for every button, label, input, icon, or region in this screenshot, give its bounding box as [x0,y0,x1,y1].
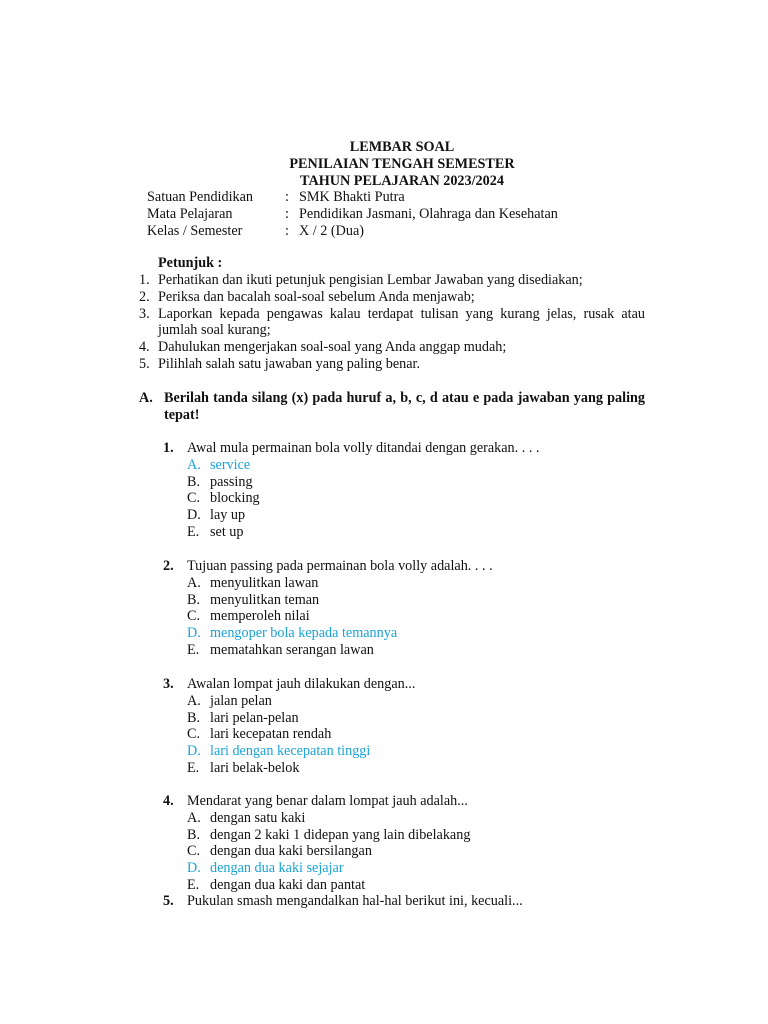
question-3 [163,676,663,777]
answer-option: D. dengan dua kaki sejajar [187,860,344,877]
question-5 [163,893,663,910]
list-item: 3. Laporkan kepada pengawas kalau terdapat tulisan yang kurang jelas, rusak atau jumlah soal kurang; [139,305,645,339]
question-stem: 1. Awal mula permainan bola volly ditandai dengan gerakan. . . . [163,440,540,456]
instructions-title: Petunjuk : [158,255,223,271]
info-row-subject: Mata Pelajaran : Pendidikan Jasmani, Olahraga dan Kesehatan [147,206,558,222]
header-title: LEMBAR SOAL [349,139,455,155]
answer-option: A. jalan pelan [187,692,272,709]
list-item: 2. Periksa dan bacalah soal-soal sebelum Anda menjawab; [139,288,475,305]
list-item: 1. Perhatikan dan ikuti petunjuk pengisian Lembar Jawaban yang disediakan; [139,272,583,288]
info-row-class: Kelas / Semester : X / 2 (Dua) [147,223,365,239]
answer-option: E. dengan dua kaki dan pantat [187,876,366,893]
question-2 [163,558,663,659]
answer-option: C. dengan dua kaki bersilangan [187,843,372,860]
header-year: TAHUN PELAJARAN 2023/2024 [300,172,504,189]
answer-option: D. lari dengan kecepatan tinggi [187,743,371,760]
list-item: 4. Dahulukan mengerjakan soal-soal yang Anda anggap mudah; [139,339,507,356]
answer-option: A. menyulitkan lawan [187,574,319,591]
answer-option: C. blocking [187,490,260,507]
info-label: Mata Pelajaran [147,206,233,222]
answer-option: B. dengan 2 kaki 1 didepan yang lain dibelakang [187,826,471,843]
answer-option: D. mengoper bola kepada temannya [187,625,398,642]
answer-option: B. menyulitkan teman [187,591,320,608]
document-header [0,139,768,189]
answer-option: D. lay up [187,507,246,524]
answer-option: E. set up [187,523,244,540]
answer-option: C. memperoleh nilai [187,608,310,625]
question-stem: 2. Tujuan passing pada permainan bola volly adalah. . . . [163,558,493,574]
info-row-school: Satuan Pendidikan : SMK Bhakti Putra [147,189,405,205]
answer-option: E. mematahkan serangan lawan [187,641,374,658]
question-stem: 3. Awalan lompat jauh dilakukan dengan... [163,676,416,692]
question-stem: 5. Pukulan smash mengandalkan hal-hal berikut ini, kecuali... [163,893,523,909]
info-value: Pendidikan Jasmani, Olahraga dan Kesehatan [299,206,558,222]
info-value: SMK Bhakti Putra [299,189,405,205]
answer-option: E. lari belak-belok [187,759,300,776]
exam-info [147,189,558,240]
answer-option: B. passing [187,473,253,490]
info-label: Kelas / Semester [147,223,243,239]
answer-option: A. dengan satu kaki [187,809,306,826]
section-heading: A. Berilah tanda silang (x) pada huruf a, b, c, d atau e pada jawaban yang paling tepat! [139,390,645,423]
answer-option: C. lari kecepatan rendah [187,726,332,743]
answer-option: A. service [187,456,251,473]
question-1 [163,440,663,541]
question-stem: 4. Mendarat yang benar dalam lompat jauh adalah... [163,793,468,809]
info-value: X / 2 (Dua) [299,223,365,239]
answer-option: B. lari pelan-pelan [187,709,299,726]
question-4 [163,793,663,894]
instructions-list [139,272,645,373]
header-subtitle: PENILAIAN TENGAH SEMESTER [289,155,515,172]
info-label: Satuan Pendidikan [147,189,253,205]
list-item: 5. Pilihlah salah satu jawaban yang paling benar. [139,355,421,372]
